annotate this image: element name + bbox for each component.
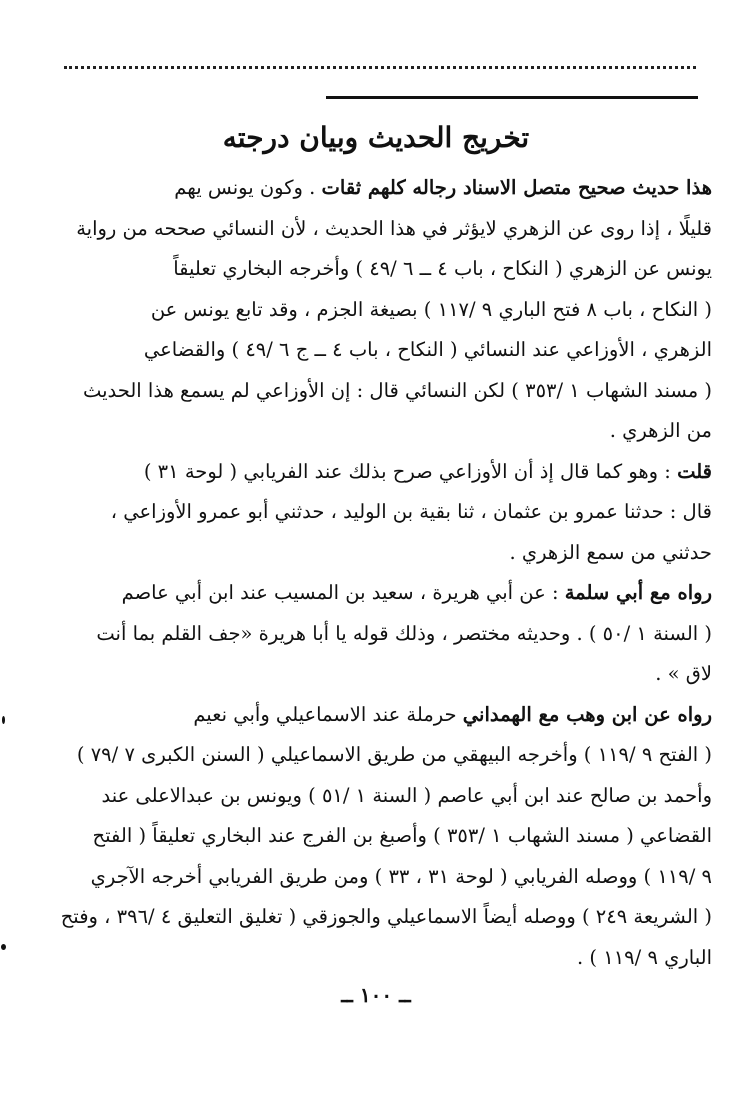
line-text: ( السنة ١ /٥٠ ) . وحديثه مختصر ، وذلك قوله يا أبا هريرة «جف القلم بما أنت: [96, 621, 712, 645]
body-text: [40, 168, 712, 978]
text-line: [40, 209, 712, 250]
text-line: [40, 938, 712, 979]
line-text: حدثني من سمع الزهري .: [509, 540, 712, 564]
bold-lead: رواه مع أبي سلمة: [564, 581, 712, 604]
text-line: [40, 452, 712, 493]
text-line: [40, 695, 712, 736]
line-text: ( النكاح ، باب ٨ فتح الباري ٩ /١١٧ ) بصيغة الجزم ، وقد تابع يونس عن: [150, 297, 712, 321]
line-text: وأحمد بن صالح عند ابن أبي عاصم ( السنة ١ /٥١ ) ويونس بن عبدالاعلى عند: [101, 783, 712, 807]
page-number: ــ ١٠٠ ــ: [341, 983, 411, 1007]
line-text: : وهو كما قال إذ أن الأوزاعي صرح بذلك عند الفريابي ( لوحة ٣١ ): [143, 459, 678, 483]
line-text: القضاعي ( مسند الشهاب ١ /٣٥٣ ) وأصبغ بن الفرج عند البخاري تعليقاً ( الفتح: [92, 824, 712, 847]
text-line: [40, 857, 712, 898]
text-line: [40, 816, 712, 857]
text-line: [40, 533, 712, 574]
line-text: الباري ٩ /١١٩ ) .: [577, 945, 712, 969]
scan-speck: [2, 716, 5, 724]
line-text: ( الفتح ٩ /١١٩ ) وأخرجه البيهقي من طريق الاسماعيلي ( السنن الكبرى ٧ /٧٩ ): [76, 743, 712, 766]
text-line: [40, 411, 712, 452]
text-line: [40, 371, 712, 412]
bold-lead: قلت: [677, 459, 712, 483]
line-text: من الزهري .: [609, 419, 712, 442]
text-line: [40, 614, 712, 655]
text-line: [40, 249, 712, 290]
dotted-separator: [64, 66, 696, 69]
text-line: [40, 654, 712, 695]
bold-lead: رواه عن ابن وهب مع الهمداني: [462, 702, 712, 726]
text-line: [40, 330, 712, 371]
line-text: الزهري ، الأوزاعي عند النسائي ( النكاح ، باب ٤ ــ ج ٦ /٤٩ ) والقضاعي: [143, 338, 712, 361]
line-text: ( الشريعة ٢٤٩ ) ووصله أيضاً الاسماعيلي والجوزقي ( تغليق التعليق ٤ /٣٩٦ ، وفتح: [60, 905, 712, 928]
text-line: [40, 573, 712, 614]
text-line: [40, 290, 712, 331]
line-text: حرملة عند الاسماعيلي وأبي نعيم: [193, 702, 463, 726]
line-text: لاق » .: [655, 662, 712, 685]
line-text: ٩ /١١٩ ) ووصله الفريابي ( لوحة ٣١ ، ٣٣ ) ومن طريق الفريابي أخرجه الآجري: [90, 864, 712, 888]
section-heading: تخريج الحديث وبيان درجته: [222, 121, 530, 154]
text-line: [40, 492, 712, 533]
line-text: ( مسند الشهاب ١ /٣٥٣ ) لكن النسائي قال : إن الأوزاعي لم يسمع هذا الحديث: [82, 378, 712, 402]
line-text: . وكون يونس يهم: [174, 176, 322, 199]
text-line: [40, 776, 712, 817]
text-line: [40, 168, 712, 209]
line-text: قال : حدثنا عمرو بن عثمان ، ثنا بقية بن الوليد ، حدثني أبو عمرو الأوزاعي ،: [110, 500, 712, 523]
bold-lead: هذا حديث صحيح متصل الاسناد رجاله كلهم ثقات: [321, 176, 712, 199]
line-text: قليلًا ، إذا روى عن الزهري لايؤثر في هذا الحديث ، لأن النسائي صححه من رواية: [76, 216, 712, 240]
heading-rule: [326, 96, 698, 99]
line-text: يونس عن الزهري ( النكاح ، باب ٤ ــ ٦ /٤٩ ) وأخرجه البخاري تعليقاً: [173, 257, 712, 280]
scan-speck: [1, 944, 6, 950]
text-line: [40, 897, 712, 938]
text-line: [40, 735, 712, 776]
line-text: : عن أبي هريرة ، سعيد بن المسيب عند ابن أبي عاصم: [121, 581, 565, 604]
